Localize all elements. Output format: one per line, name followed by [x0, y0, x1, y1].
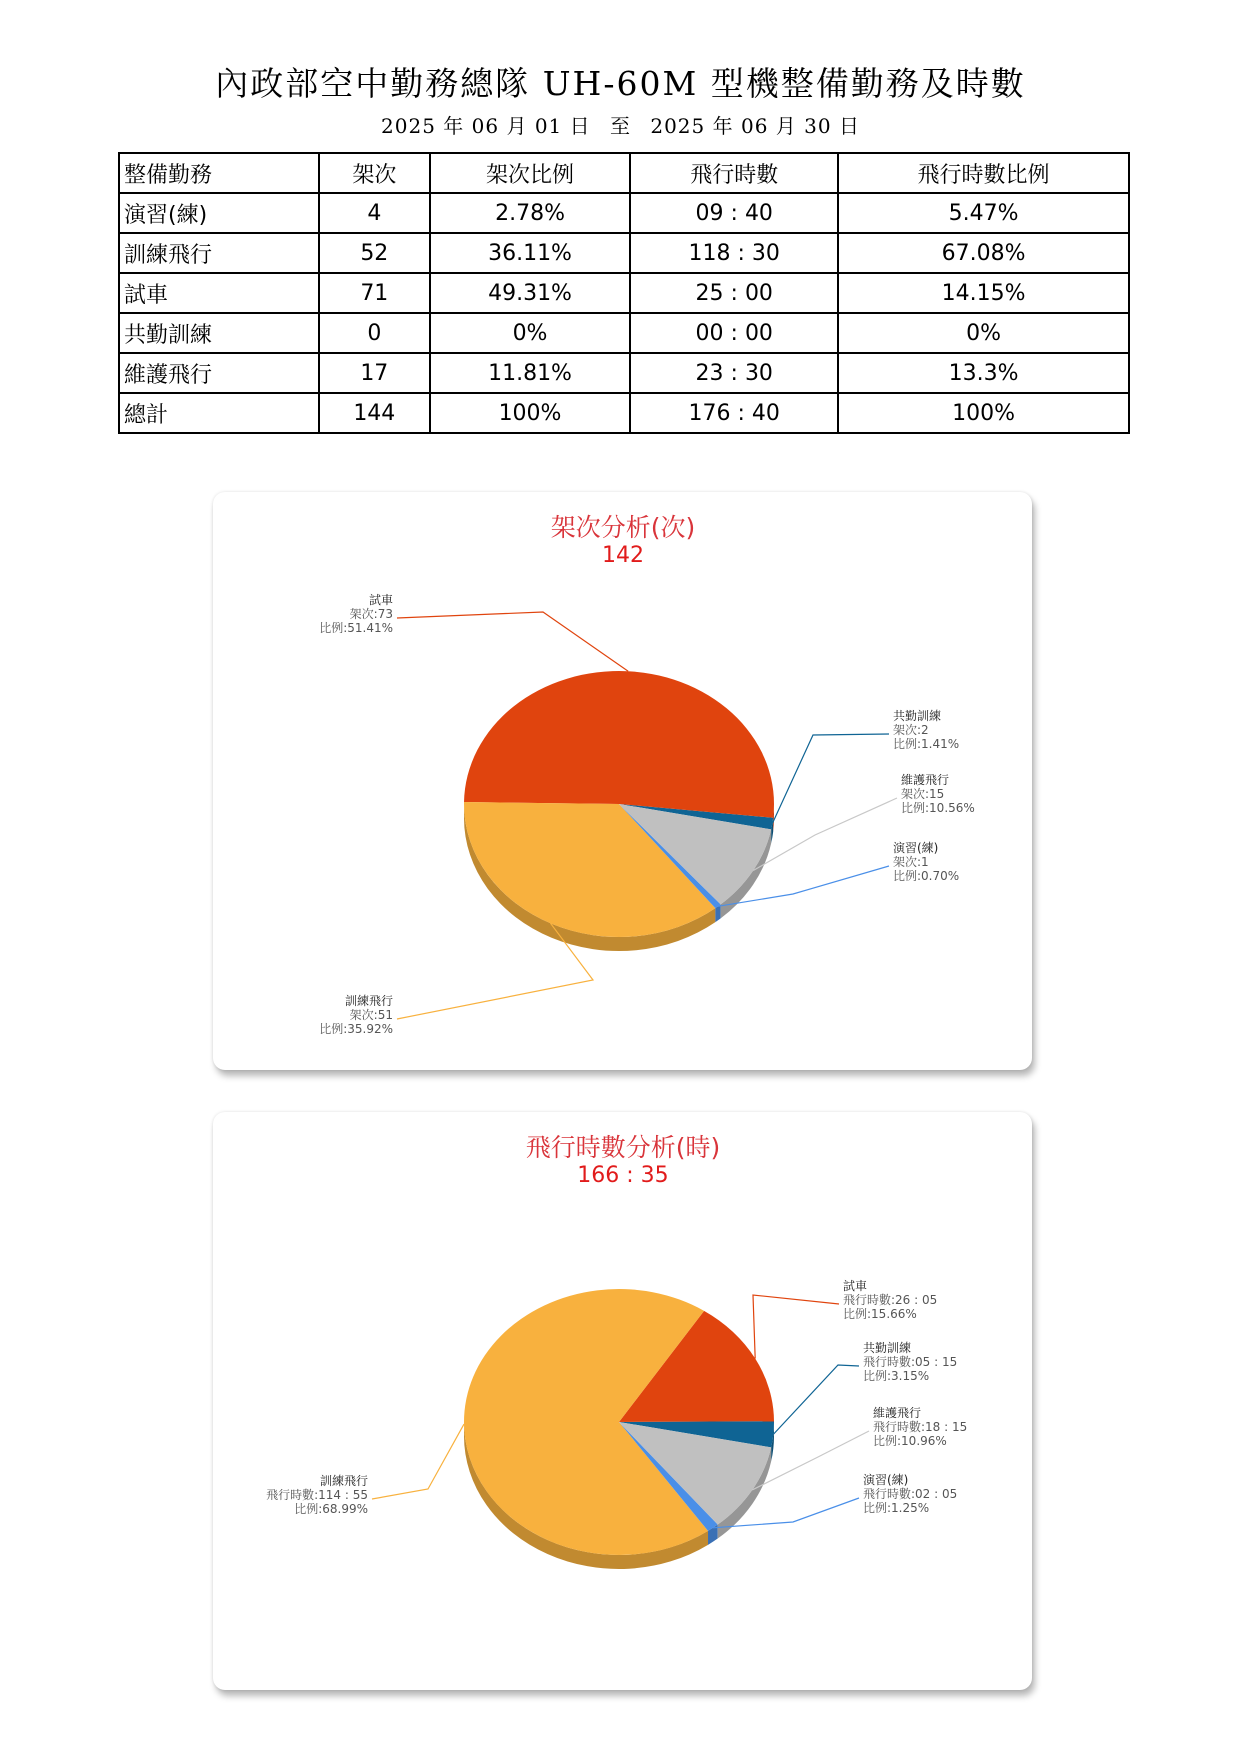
slice-label-value: 飛行時數:26 : 05: [843, 1293, 938, 1307]
sorties-pie-chart: [213, 492, 1032, 1070]
leader-line: [397, 612, 628, 671]
table-cell: 118 : 30: [630, 233, 838, 273]
slice-label-percent: 比例:15.66%: [843, 1307, 917, 1321]
slice-label-percent: 比例:1.25%: [863, 1501, 930, 1515]
date-separator: 至: [610, 114, 631, 138]
slice-label-value: 飛行時數:02 : 05: [863, 1487, 958, 1501]
date-from: 2025 年 06 月 01 日: [381, 114, 591, 138]
table-cell: 23 : 30: [630, 353, 838, 393]
slice-label-value: 架次:2: [893, 723, 929, 737]
leader-line: [753, 1295, 839, 1358]
slice-label-percent: 比例:51.41%: [319, 621, 393, 635]
table-cell: 176 : 40: [630, 393, 838, 433]
table-cell: 總計: [119, 393, 319, 433]
table-cell: 52: [319, 233, 430, 273]
table-row: [119, 273, 1129, 313]
slice-label-name: 訓練飛行: [319, 1474, 368, 1488]
table-cell: 25 : 00: [630, 273, 838, 313]
chart-total: 166 : 35: [577, 1163, 669, 1188]
leader-line: [773, 1365, 859, 1434]
table-cell: 試車: [119, 273, 319, 313]
slice-label-percent: 比例:10.96%: [873, 1434, 947, 1448]
slice-label-value: 飛行時數:114 : 55: [266, 1488, 368, 1502]
slice-label-name: 維護飛行: [873, 1406, 922, 1420]
column-header: 飛行時數比例: [838, 153, 1129, 193]
table-cell: 0%: [838, 313, 1129, 353]
table-cell: 13.3%: [838, 353, 1129, 393]
pie-slice: [464, 671, 774, 818]
pie-slices: [464, 671, 774, 951]
slice-label-percent: 比例:0.70%: [893, 869, 960, 883]
table-row: [119, 193, 1129, 233]
chart-total: 142: [602, 543, 644, 568]
table-row: [119, 233, 1129, 273]
table-cell: 144: [319, 393, 430, 433]
date-to: 2025 年 06 月 30 日: [650, 114, 860, 138]
slice-label-value: 飛行時數:05 : 15: [863, 1355, 958, 1369]
table-cell: 5.47%: [838, 193, 1129, 233]
hours-pie-chart: [213, 1112, 1032, 1690]
leader-line: [753, 798, 897, 871]
table-row: [119, 353, 1129, 393]
slice-label-name: 訓練飛行: [344, 994, 393, 1008]
slice-label-name: 試車: [843, 1279, 868, 1293]
table-cell: 演習(練): [119, 193, 319, 233]
table-cell: 36.11%: [430, 233, 631, 273]
slice-label-name: 演習(練): [893, 841, 939, 855]
table-cell: 67.08%: [838, 233, 1129, 273]
slice-label-percent: 比例:10.56%: [901, 801, 975, 815]
leader-line: [372, 1424, 464, 1499]
table-cell: 0: [319, 313, 430, 353]
slice-label-value: 架次:51: [349, 1008, 393, 1022]
chart-title: 架次分析(次): [550, 513, 696, 542]
table-cell: 訓練飛行: [119, 233, 319, 273]
table-cell: 11.81%: [430, 353, 631, 393]
slice-label-percent: 比例:1.41%: [893, 737, 960, 751]
stats-table: [118, 152, 1130, 434]
slice-label-value: 飛行時數:18 : 15: [873, 1420, 968, 1434]
table-row: [119, 313, 1129, 353]
column-header: 架次: [319, 153, 430, 193]
table-cell: 100%: [430, 393, 631, 433]
slice-label-percent: 比例:68.99%: [294, 1502, 368, 1516]
date-range: [0, 110, 1241, 139]
table-cell: 維護飛行: [119, 353, 319, 393]
table-header-row: [119, 153, 1129, 193]
hours-chart-card: [213, 1112, 1032, 1690]
table-cell: 4: [319, 193, 430, 233]
slice-label-name: 試車: [368, 593, 393, 607]
table-cell: 100%: [838, 393, 1129, 433]
slice-label-name: 共勤訓練: [893, 709, 942, 723]
table-cell: 0%: [430, 313, 631, 353]
table-row-total: [119, 393, 1129, 433]
slice-label-value: 架次:15: [901, 787, 945, 801]
table-cell: 17: [319, 353, 430, 393]
slice-label-percent: 比例:35.92%: [319, 1022, 393, 1036]
slice-label-name: 演習(練): [863, 1473, 909, 1487]
column-header: 整備勤務: [119, 153, 319, 193]
table-cell: 09 : 40: [630, 193, 838, 233]
table-cell: 共勤訓練: [119, 313, 319, 353]
slice-label-name: 維護飛行: [901, 773, 950, 787]
table-cell: 71: [319, 273, 430, 313]
table-cell: 49.31%: [430, 273, 631, 313]
chart-title: 飛行時數分析(時): [525, 1133, 721, 1162]
table-cell: 14.15%: [838, 273, 1129, 313]
slice-label-value: 架次:73: [349, 607, 393, 621]
slice-label-percent: 比例:3.15%: [863, 1369, 930, 1383]
page-title: 內政部空中勤務總隊 UH-60M 型機整備勤務及時數: [215, 64, 1026, 103]
column-header: 飛行時數: [630, 153, 838, 193]
table-cell: 00 : 00: [630, 313, 838, 353]
sorties-chart-card: [213, 492, 1032, 1070]
table-cell: 2.78%: [430, 193, 631, 233]
slice-label-value: 架次:1: [893, 855, 929, 869]
column-header: 架次比例: [430, 153, 631, 193]
slice-label-name: 共勤訓練: [863, 1341, 912, 1355]
